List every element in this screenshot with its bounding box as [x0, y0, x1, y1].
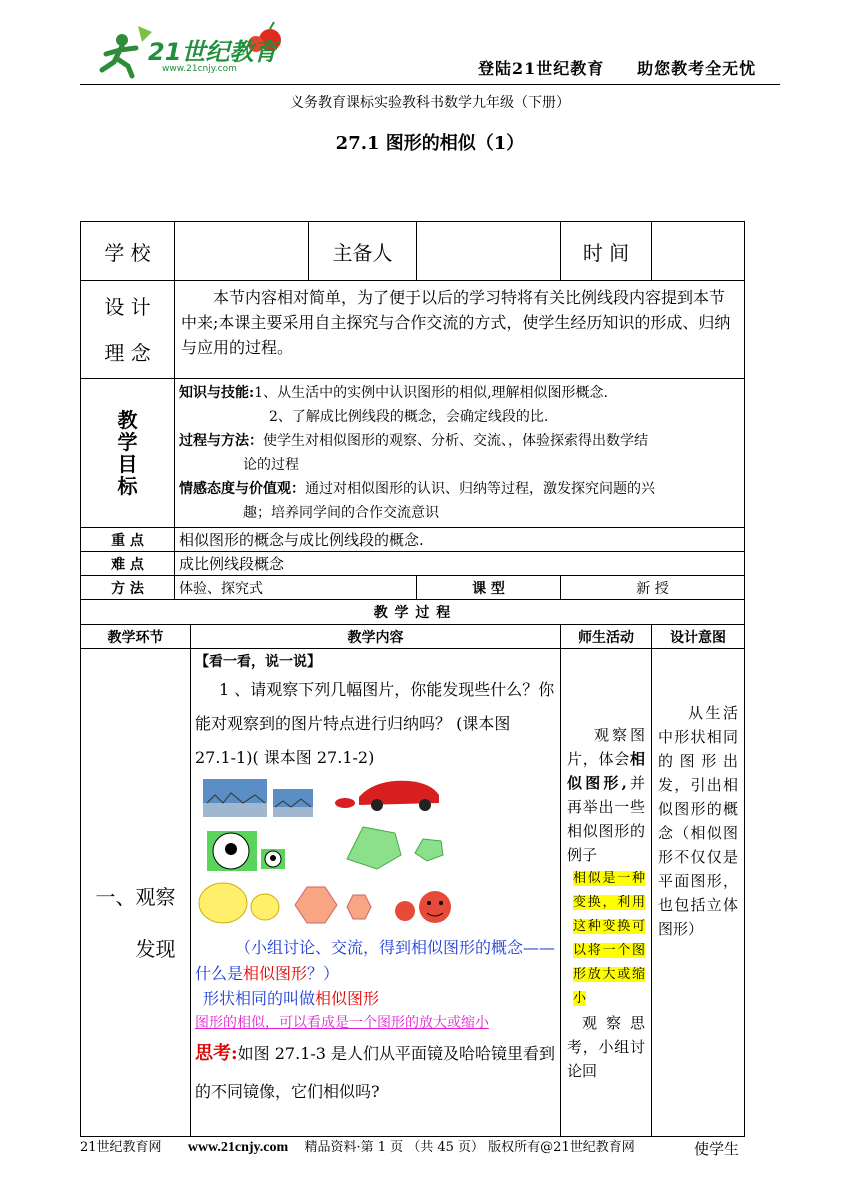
site-logo — [92, 18, 292, 82]
similar-figures-svg — [195, 775, 547, 935]
subtitle: 义务教育课标实验教科书数学九年级（下册） — [290, 95, 570, 111]
pentagon-small-icon — [415, 839, 443, 861]
process-heading: 教 学 过 程 — [81, 600, 745, 625]
ball-small-icon — [261, 849, 285, 869]
key-label: 重 点 — [81, 528, 175, 552]
face-large-icon — [419, 891, 451, 923]
lesson-plan-table — [80, 221, 745, 1137]
school-label: 学 校 — [81, 222, 175, 281]
school-value[interactable] — [175, 222, 309, 281]
definition-note: 图形的相似，可以看成是一个图形的放大或缩小 — [195, 1015, 489, 1031]
time-label: 时 间 — [561, 222, 652, 281]
difficulty-label: 难 点 — [81, 552, 175, 576]
discuss-text: （小组讨论、交流，得到相似图形的概念——什么是相似图形？） — [195, 938, 556, 983]
type-label: 课 型 — [417, 576, 561, 600]
header-rule — [80, 84, 780, 85]
col-content: 教学内容 — [191, 625, 561, 649]
hexagon-small-icon — [347, 895, 371, 919]
col-intent: 设计意图 — [652, 625, 745, 649]
col-stage: 教学环节 — [81, 625, 191, 649]
footer-info: 精品资料·第 1 页 （共 45 页） 版权所有@21世纪教育网 — [304, 1140, 635, 1155]
goals-label: 教 学 目 标 — [81, 379, 175, 528]
activity-cell: 观察图片，体会相似图形,并再举出一些相似图形的例子 相似是一种变换，利用这种变换可以将一个图形放大或缩小 观察思考，小组讨论回 — [561, 649, 652, 1137]
design-text: 本节内容相对简单，为了便于以后的学习特将有关比例线段内容提到本节中来;本课主要采用自主探究与合作交流的方式，使学生经历知识的形成、归纳与应用的过程。 — [175, 281, 745, 379]
ellipse-large-icon — [199, 883, 247, 923]
logo-text: 21世纪教育 — [148, 38, 278, 66]
footer-overlap-text: 使学生 — [694, 1140, 740, 1158]
photo-small-icon — [273, 789, 313, 817]
think-text: 思考:如图 27.1-3 是人们从平面镜及哈哈镜里看到的不同镜像，它们相似吗? — [195, 1043, 556, 1101]
goals-text: 知识与技能:1、从生活中的实例中认识图形的相似,理解相似图形概念. 2、了解成比例线段的概念，会确定线段的比. 过程与方法：使学生对相似图形的观察、分析、交流、，体验探索得出数学结 论的过程 情感态度与价值观：通过对相似图形的认识、归纳等过程，激发探究问题的兴 趣；培养同学间的合作交流意识 — [175, 379, 745, 528]
footer-site: 21世纪教育网 — [80, 1140, 162, 1155]
runner-icon — [102, 26, 152, 76]
type-value: 新 授 — [561, 576, 745, 600]
logo-url: www.21cnjy.com — [162, 64, 237, 74]
time-value[interactable] — [652, 222, 745, 281]
photo-large-icon — [203, 779, 267, 817]
hexagon-large-icon — [295, 887, 337, 923]
footer-url[interactable]: www.21cnjy.com — [187, 1140, 289, 1155]
ellipse-small-icon — [251, 894, 279, 920]
car-large-icon — [359, 781, 439, 811]
intent-cell: 从生活中形状相同的图形出发，引出相似图形的概念（相似图形不仅仅是平面图形，也包括立体图形） — [652, 649, 745, 1137]
preparer-label: 主备人 — [309, 222, 417, 281]
face-small-icon — [395, 901, 415, 921]
difficulty-text: 成比例线段概念 — [175, 552, 745, 576]
footer — [80, 1136, 744, 1162]
pentagon-large-icon — [347, 827, 401, 869]
design-label: 设 计 理 念 — [81, 281, 175, 379]
preparer-value[interactable] — [417, 222, 561, 281]
method-text: 体验、探究式 — [175, 576, 417, 600]
definition-text: 形状相同的叫做相似图形 — [203, 989, 380, 1008]
key-text: 相似图形的概念与成比例线段的概念. — [175, 528, 745, 552]
stage-cell: 一、观察 发现 — [81, 649, 191, 1137]
header-slogan: 登陆21世纪教育 助您教考全无忧 — [478, 59, 757, 78]
similar-figures-illustration — [195, 775, 556, 935]
content-cell: 【看一看，说一说】 1 、请观察下列几幅图片，你能发现些什么？你能对观察到的图片特点进行归纳吗？ (课本图 27.1-1)( 课本图 27.1-2) （小组讨论、交流，得到相似图形的概念——什么是相似图形？） 形状相同的叫做相似图形 图形的相似，可以看成是一个图形的放大或缩小 思考:如图 27.1-3 是人们从平面镜及哈哈镜里看到的不同镜像，它们相似吗? — [191, 649, 561, 1137]
col-activity: 师生活动 — [561, 625, 652, 649]
method-label: 方 法 — [81, 576, 175, 600]
car-small-icon — [335, 798, 355, 808]
page-title: 27.1 图形的相似（1） — [335, 133, 525, 154]
ball-large-icon — [207, 831, 257, 871]
